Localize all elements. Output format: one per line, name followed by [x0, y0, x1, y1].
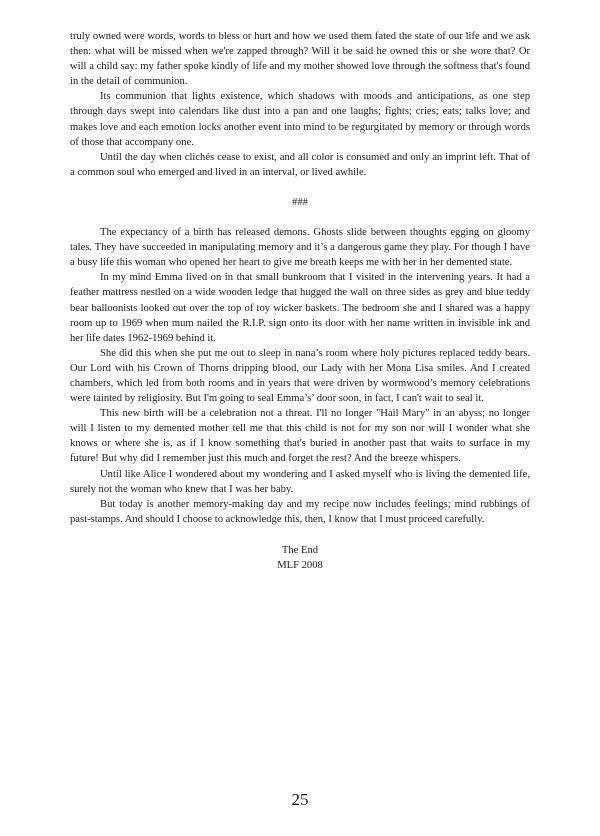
paragraph: Until like Alice I wondered about my wondering and I asked myself who is living the demented life, surely not the woman who knew that I was her baby. — [70, 468, 530, 495]
paragraph: In my mind Emma lived on in that small bunkroom that I visited in the intervening years. It had a feather mattress nestled on a wide wooden ledge that hugged the wall on three sides as grey and blue teddy bear balloonists looked out over the top of toy wicker baskets. The bedroom she and I shared was a happy room up to 1969 when mum nailed the R.I.P. sign onto its door with her name written in invisible ink and her life dates 1962-1969 behind it. — [70, 272, 530, 344]
author-signature: MLF 2008 — [277, 560, 323, 571]
the-end-label: The End — [281, 544, 319, 556]
paragraph: Until the day when clichés cease to exist, and all color is consumed and only an imprint left. That of a common soul who emerged and lived in an interval, or lived awhile. — [70, 151, 530, 178]
paragraph: This new birth will be a celebration not a threat. I'll no longer "Hail Mary" in an abyss; no longer will I listen to my demented mother tell me that this child is not for my son nor will I wonder what she knows or where she is, as if I know something that's buried in another past that waits to surface in my future! But why did I remember just this much and forget the rest? And the breeze whispers. — [70, 408, 530, 465]
paragraph: The expectancy of a birth has released demons. Ghosts slide between thoughts egging on gloomy tales. They have succeeded in manipulating memory and it’s a dangerous game they play. For though I have a busy life this woman who opened her heart to give me breath keeps me with her in her demented state. — [70, 227, 530, 269]
section-separator: ### — [292, 196, 308, 208]
paragraph: She did this when she put me out to sleep in nana’s room where holy pictures replaced teddy bears. Our Lord with his Crown of Thorns dripping blood, our Lady with her Mona Lisa smiles. And I created chambers, which led from both rooms and in years that were driven by wormwood’s memory celebrations were tainted by religiosity. But I'm going to seal Emma’s’ door soon, in fact, I can't wait to seal it. — [70, 347, 530, 405]
page-number: 25 — [291, 790, 309, 809]
paragraph: Its communion that lights existence, which shadows with moods and anticipations, as one step through days swept into calendars like dust into a pan and one laughs; fights; cries; eats; talks love; and makes love and each emotion locks another event into mind to be regurgitated by memory or through words of those that accompany one. — [70, 91, 530, 148]
body-text — [70, 29, 530, 573]
story-ending — [70, 543, 530, 573]
paragraph: But today is another memory-making day and my recipe now includes feelings; mind rubbings of past-stamps. And should I choose to acknowledge this, then, I know that I must proceed carefully. — [70, 498, 530, 525]
paragraph: truly owned were words, words to bless or hurt and how we used them fated the state of our life and we ask then: what will be missed when we're zapped through? Will it be said he owned this or she wore that? Or will a child say: my father spoke kindly of life and my mother showed love through the softness that's found in the detail of communion. — [70, 31, 530, 88]
